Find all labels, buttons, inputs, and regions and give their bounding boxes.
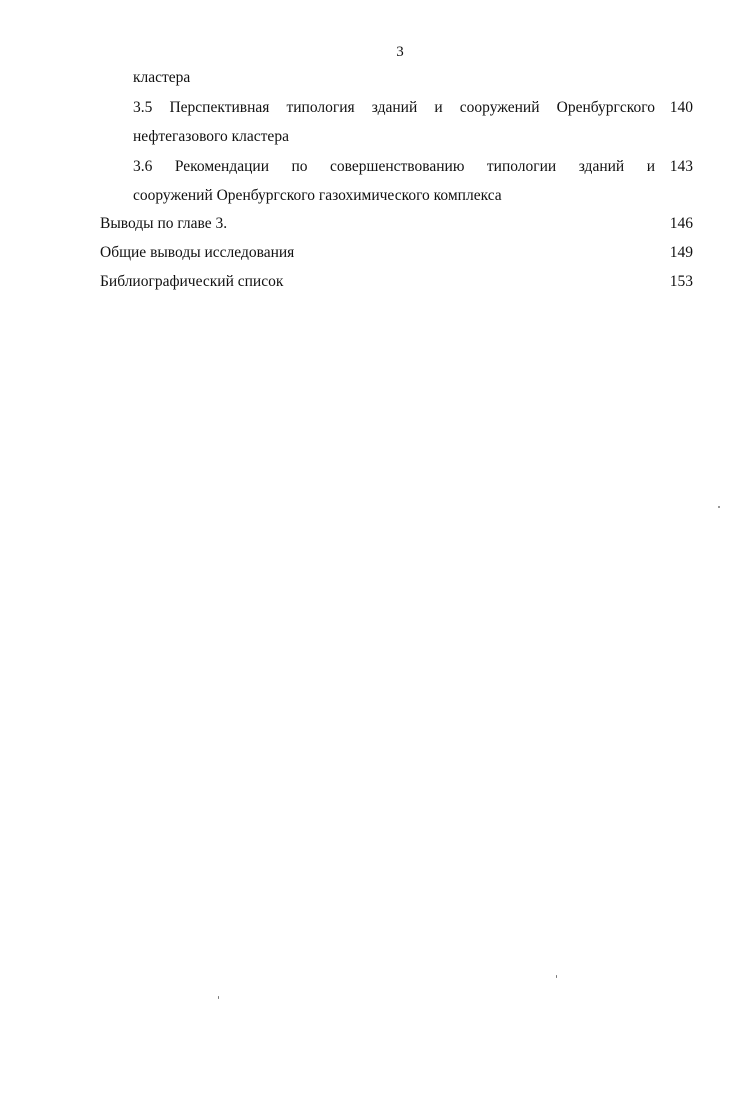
toc-general-conclusions-page: 149 [669,244,693,261]
scan-speck [556,975,557,978]
toc-bibliography-page: 153 [669,273,693,290]
toc-general-conclusions-label: Общие выводы исследования [100,244,295,261]
page-number: 3 [396,44,404,60]
toc-conclusions-ch3-label: Выводы по главе 3. [100,215,228,232]
toc-bibliography-label: Библиографический список [100,273,284,290]
scan-speck [218,996,219,999]
scan-speck [718,506,720,508]
toc-item-3-6-line2: сооружений Оренбургского газохимического комплекса [133,187,502,204]
toc-conclusions-ch3-page: 146 [669,215,693,232]
toc-item-3-5-line1: 3.5 Перспективная типология зданий и сооружений Оренбургского [133,99,655,116]
toc-item-3-5-page: 140 [669,99,693,116]
toc-continuation-line: кластера [133,69,191,86]
toc-item-3-6-page: 143 [669,158,693,175]
toc-item-3-6-line1: 3.6 Рекомендации по совершенствованию типологии зданий и [133,158,655,175]
toc-item-3-5-line2: нефтегазового кластера [133,128,289,145]
